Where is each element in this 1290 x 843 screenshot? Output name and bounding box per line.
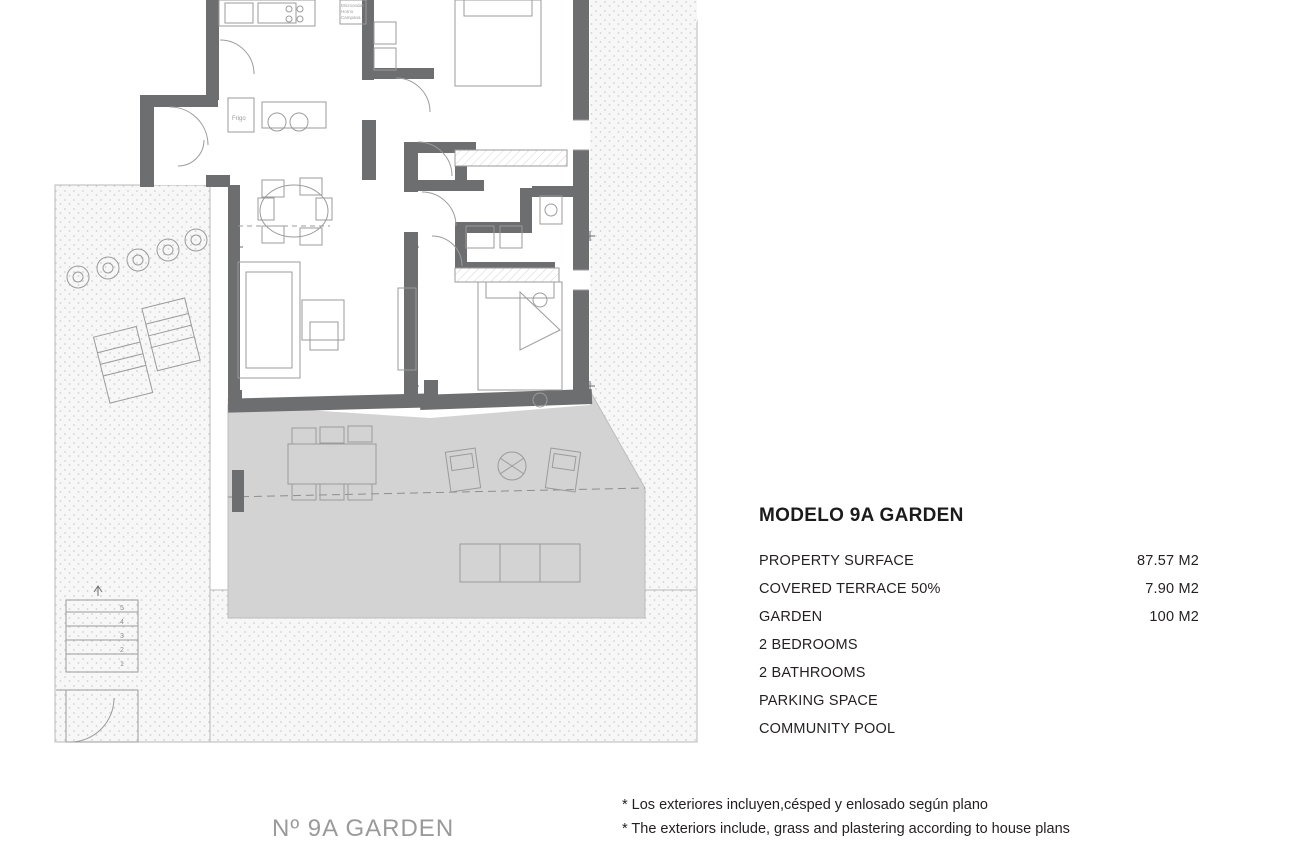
spec-value [1089,659,1199,687]
svg-text:1: 1 [120,661,124,668]
svg-text:4: 4 [120,619,124,626]
svg-text:Campana: Campana [341,15,361,20]
spec-row-community-pool [759,715,1229,743]
footnotes [622,793,1282,841]
svg-text:Frigo: Frigo [232,116,246,122]
spec-label: COVERED TERRACE 50% [759,581,941,597]
spec-label: PARKING SPACE [759,693,878,709]
svg-text:Horno: Horno [341,9,354,14]
spec-value [1089,687,1199,715]
spec-label: 2 BEDROOMS [759,637,858,653]
model-spec-panel [759,505,1229,743]
model-title: MODELO 9A GARDEN [759,505,964,526]
spec-label: GARDEN [759,609,823,625]
svg-text:2: 2 [120,647,124,654]
footnote-spanish: * Los exteriores incluyen,césped y enlosado según plano [622,797,988,813]
svg-text:3: 3 [120,633,124,640]
svg-text:Microondas: Microondas [341,3,365,8]
spec-row-garden [759,603,1229,631]
spec-value: 100 M2 [1149,609,1199,625]
spec-value: 87.57 M2 [1136,553,1199,569]
spec-row-bathrooms [759,659,1229,687]
footnote-english: * The exteriors include, grass and plastering according to house plans [622,821,1070,837]
spec-value [1089,715,1199,743]
spec-label: 2 BATHROOMS [759,665,866,681]
spec-row-property-surface [759,547,1229,575]
spec-row-covered-terrace [759,575,1229,603]
spec-label: COMMUNITY POOL [759,721,896,737]
spec-label: PROPERTY SURFACE [759,553,914,569]
plan-caption: Nº 9A GARDEN [272,815,455,842]
spec-row-parking [759,687,1229,715]
spec-value: 7.90 M2 [1145,581,1199,597]
spec-value [1089,631,1199,659]
spec-row-bedrooms [759,631,1229,659]
svg-text:5: 5 [120,605,124,612]
